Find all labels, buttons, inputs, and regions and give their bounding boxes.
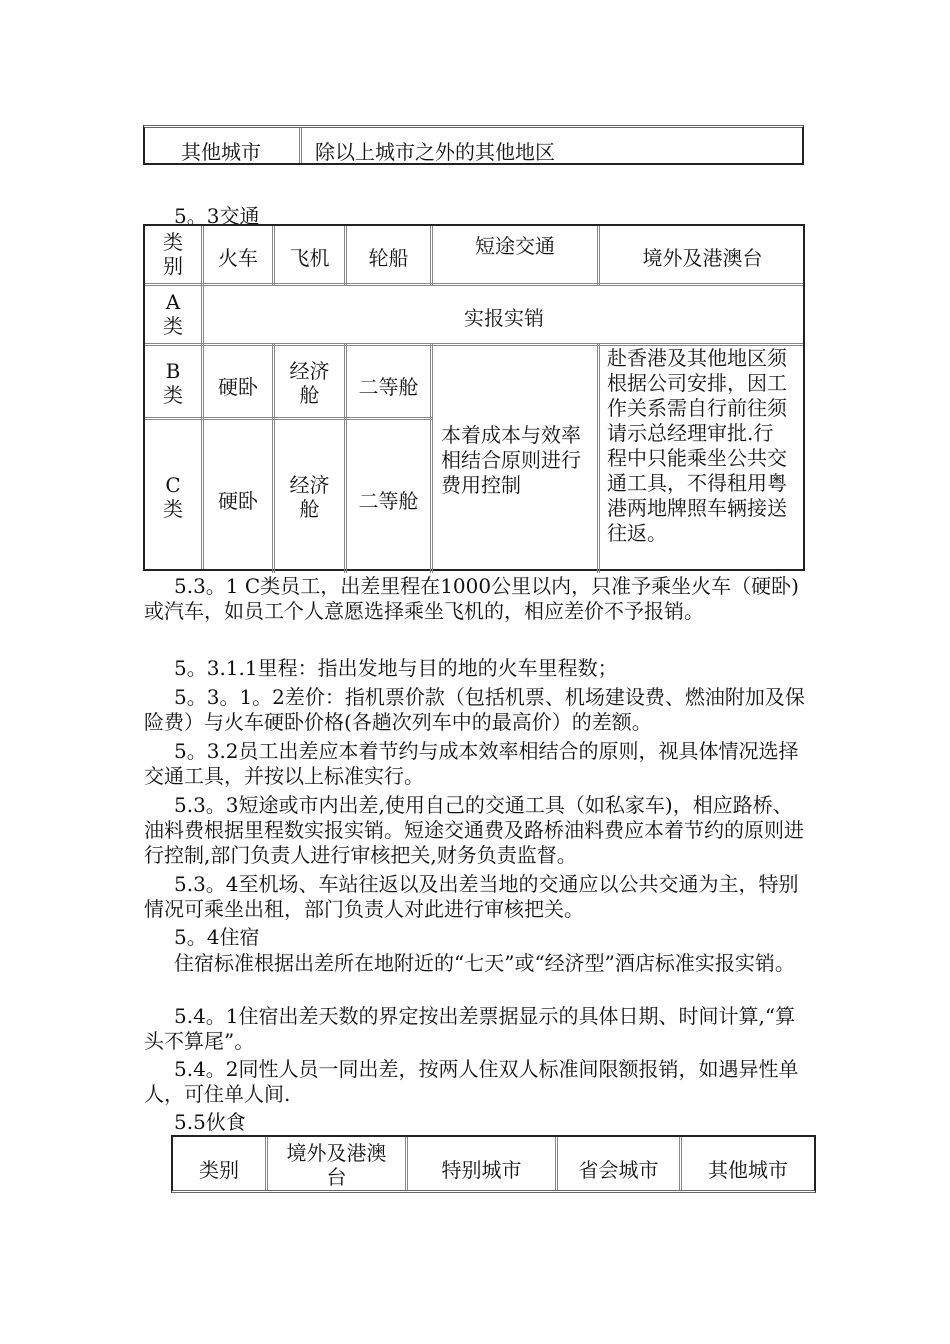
row-c-plane: 经济 舱 [289,473,330,521]
row-b-ship: 二等舱 [358,375,419,399]
para-5-3-1: 5.3。1 C类员工，出差里程在1000公里以内，只准予乘坐火车（硬卧)或汽车，如员工个人意愿选择乘坐飞机的，相应差价不予报销。 [144,574,799,623]
food-header-overseas: 境外及港澳 台 [286,1141,387,1189]
top-table [143,125,804,165]
header-overseas: 境外及港澳台 [642,246,763,270]
food-header-category: 类别 [199,1158,239,1182]
top-table-desc: 除以上城市之外的其他地区 [315,140,555,164]
para-lodging-standard: 住宿标准根据出差所在地附近的“七天”或“经济型”酒店标准实报实销。 [174,951,795,975]
food-table [171,1135,816,1193]
para-5-4-1: 5.4。1住宿出差天数的界定按出差票据显示的具体日期、时间计算,“算头不算尾”。 [144,1004,796,1053]
header-ship: 轮船 [368,246,409,270]
para-5-3-1-1: 5。3.1.1里程：指出发地与目的地的火车里程数； [174,656,618,680]
header-train: 火车 [218,246,258,270]
section-5-5-heading: 5.5伙食 [174,1110,246,1134]
short-trip-rule: 本着成本与效率相结合原则进行费用控制 [441,423,581,497]
para-5-4-2: 5.4。2同性人员一同出差，按两人住双人标准间限额报销，如遇异性单人，可住单人间. [144,1057,799,1106]
transport-table [143,224,805,571]
row-c-train: 硬卧 [218,489,258,513]
row-a-merged: 实报实销 [464,306,544,330]
row-c-category: C 类 [163,473,183,521]
section-5-4-heading: 5。4住宿 [174,925,260,949]
para-5-3-4: 5.3。4至机场、车站往返以及出差当地的交通应以公共交通为主，特别情况可乘坐出租，部门负责人对此进行审核把关。 [144,872,799,921]
header-plane: 飞机 [289,246,330,270]
row-a-category: A 类 [163,290,183,338]
row-b-category: B 类 [163,359,183,407]
para-5-3-2: 5。3.2员工出差应本着节约与成本效率相结合的原则，视具体情况选择交通工具，并按以上标准实行。 [144,739,799,788]
food-header-special-city: 特别城市 [441,1158,522,1182]
section-5-3-heading: 5。3交通 [174,204,260,228]
food-header-other-city: 其他城市 [708,1158,788,1182]
para-5-3-1-2: 5。3。1。2差价：指机票价款（包括机票、机场建设费、燃油附加及保险费）与火车硬卧价格(各趟次列车中的最高价）的差额。 [144,685,805,734]
header-short-trip: 短途交通 [475,234,555,258]
food-header-provincial-capital: 省会城市 [578,1158,659,1182]
top-table-city: 其他城市 [181,140,261,164]
row-b-train: 硬卧 [218,375,258,399]
row-b-plane: 经济 舱 [289,359,330,407]
header-category: 类 别 [163,230,183,278]
para-5-3-3: 5.3。3短途或市内出差,使用自己的交通工具（如私家车)，相应路桥、油料费根据里程数实报实销。短途交通费及路桥油料费应本着节约的原则进行控制,部门负责人进行审核把关,财务负责监督。 [144,793,804,867]
overseas-rule: 赴香港及其他地区须根据公司安排，因工作关系需自行前往须请示总经理审批.行程中只能乘坐公共交通工具，不得租用粤港两地牌照车辆接送往返。 [607,346,787,545]
row-c-ship: 二等舱 [358,489,419,513]
